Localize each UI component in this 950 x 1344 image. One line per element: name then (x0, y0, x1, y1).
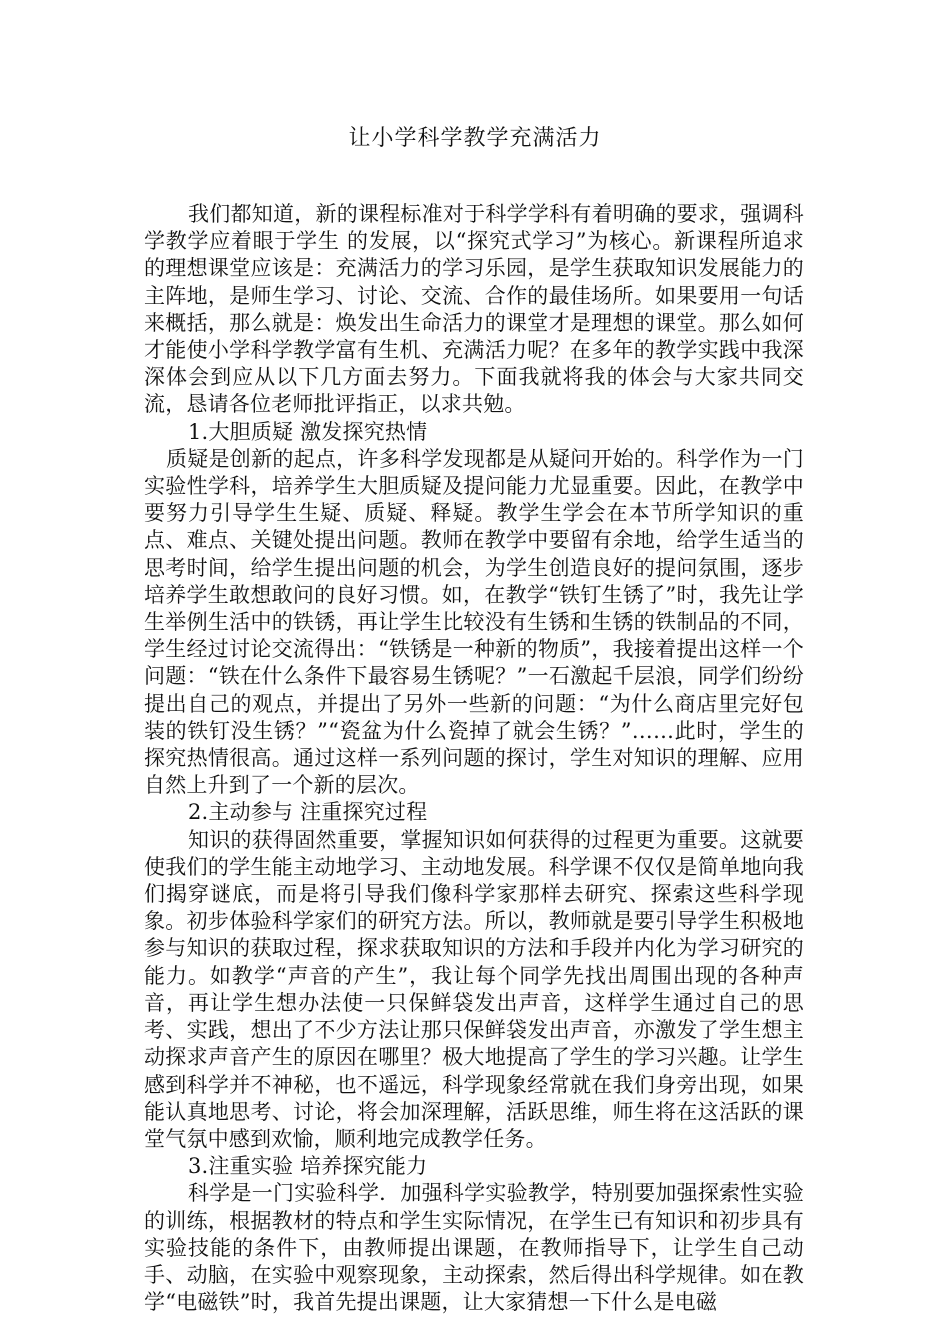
section-2-heading: 2.主动参与 注重探究过程 (188, 800, 428, 825)
document-title: 让小学科学教学充满活力 (348, 126, 602, 151)
document-body (144, 201, 804, 1316)
section-3-paragraph: 科学是一门实验科学．加强科学实验教学，特别要加强探索性实验的训练，根据教材的特点和学生实际情况，在学生已有知识和初步具有实验技能的条件下，由教师提出课题，在教师指导下，让学生自己动手、动脑，在实验中观察现象，主动探索，然后得出科学规律。如在教学“电磁铁”时，我首先提出课题，让大家猜想一下什么是电磁 (144, 1181, 804, 1315)
section-1-heading: 1.大胆质疑 激发探究热情 (188, 419, 428, 444)
section-1-paragraph: 质疑是创新的起点，许多科学发现都是从疑问开始的。科学作为一门实验性学科，培养学生大胆质疑及提问能力尤显重要。因此，在教学中要努力引导学生生疑、质疑、释疑。教学生学会在本节所学知识的重点、难点、关键处提出问题。教师在教学中要留有余地，给学生适当的思考时间，给学生提出问题的机会，为学生创造良好的提问氛围，逐步培养学生敢想敢问的良好习惯。如，在教学“铁钉生锈了”时，我先让学生举例生活中的铁锈，再让学生比较没有生锈和生锈的铁制品的不同，学生经过讨论交流得出：“铁锈是一种新的物质”，我接着提出这样一个问题：“铁在什么条件下最容易生锈呢？”一石激起千层浪，同学们纷纷提出自己的观点，并提出了另外一些新的问题：“为什么商店里完好包装的铁钉没生锈？”“瓷盆为什么瓷掉了就会生锈？”……此时，学生的探究热情很高。通过这样一系列问题的探讨，学生对知识的理解、应用自然上升到了一个新的层次。 (144, 446, 804, 798)
section-2-paragraph: 知识的获得固然重要，掌握知识如何获得的过程更为重要。这就要使我们的学生能主动地学习、主动地发展。科学课不仅仅是简单地向我们揭穿谜底，而是将引导我们像科学家那样去研究、探索这些科学现象。初步体验科学家们的研究方法。所以，教师就是要引导学生积极地参与知识的获取过程，探求获取知识的方法和手段并内化为学习研究的能力。如教学“声音的产生”，我让每个同学先找出周围出现的各种声音，再让学生想办法使一只保鲜袋发出声音，这样学生通过自己的思考、实践，想出了不少方法让那只保鲜袋发出声音，亦激发了学生想主动探求声音产生的原因在哪里？极大地提高了学生的学习兴趣。让学生感到科学并不神秘，也不遥远，科学现象经常就在我们身旁出现，如果能认真地思考、讨论，将会加深理解，活跃思维，师生将在这活跃的课堂气氛中感到欢愉，顺利地完成教学任务。 (144, 827, 804, 1151)
intro-paragraph: 我们都知道，新的课程标准对于科学学科有着明确的要求，强调科学教学应着眼于学生 的发展，以“探究式学习”为核心。新课程所追求的理想课堂应该是：充满活力的学习乐园，是学生获取知识发展能力的主阵地，是师生学习、讨论、交流、合作的最佳场所。如果要用一句话来概括，那么就是：焕发出生命活力的课堂才是理想的课堂。那么如何才能使小学科学教学富有生机、充满活力呢？在多年的教学实践中我深深体会到应从以下几方面去努力。下面我就将我的体会与大家共同交流，恳请各位老师批评指正，以求共勉。 (144, 202, 804, 417)
section-3-heading: 3.注重实验 培养探究能力 (188, 1154, 428, 1179)
